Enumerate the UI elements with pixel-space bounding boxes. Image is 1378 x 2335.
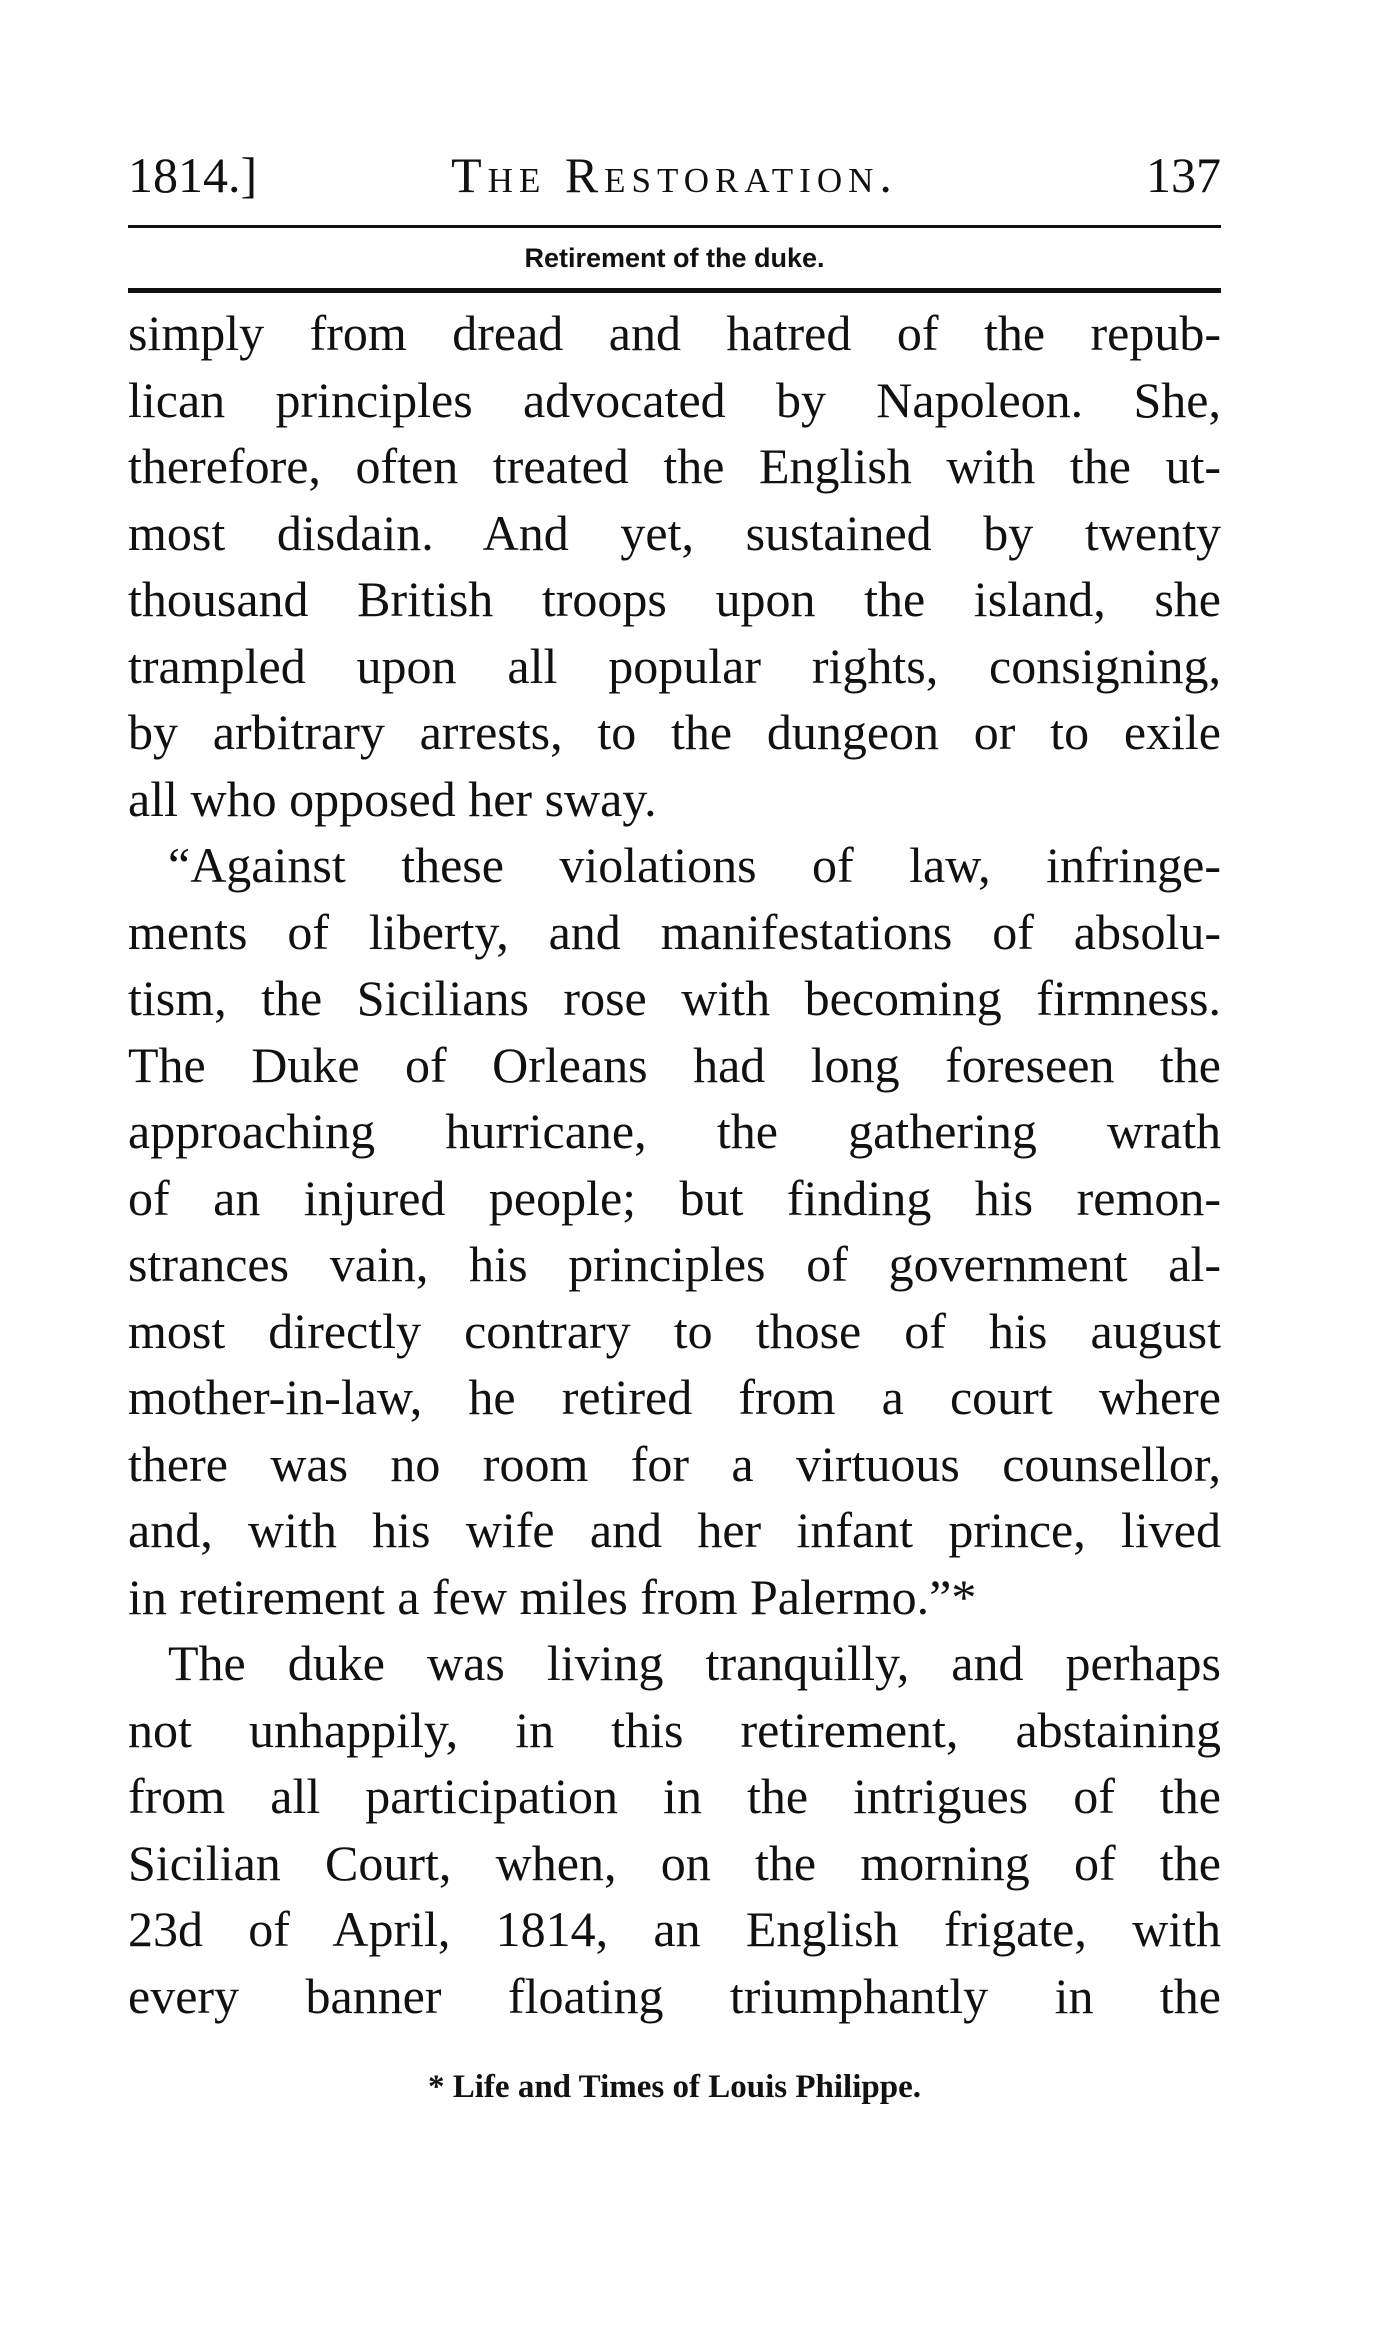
footnote: * Life and Times of Louis Philippe. <box>428 2069 921 2105</box>
section-subheading: Retirement of the duke. <box>524 243 825 273</box>
running-head-title: The Restoration. <box>451 147 898 203</box>
text-line: approaching hurricane, the gathering wrath <box>128 1103 1221 1159</box>
text-line: every banner floating triumphantly in the <box>128 1967 1221 2024</box>
text-line: trampled upon all popular rights, consigning, <box>128 637 1221 694</box>
text-line: Sicilian Court, when, on the morning of the <box>128 1834 1221 1891</box>
text-line: tism, the Sicilians rose with becoming firmness. <box>128 970 1221 1026</box>
text-line: most directly contrary to those of his august <box>128 1302 1221 1359</box>
body-text <box>128 300 1221 2029</box>
text-line: ments of liberty, and manifestations of absolu- <box>128 903 1221 960</box>
text-line: of an injured people; but finding his remon- <box>128 1169 1221 1226</box>
text-line: thousand British troops upon the island, she <box>128 571 1221 627</box>
header-rule-bottom <box>128 288 1221 293</box>
text-line: “Against these violations of law, infringe- <box>168 837 1221 893</box>
text-line: mother-in-law, he retired from a court where <box>128 1369 1221 1425</box>
text-line: by arbitrary arrests, to the dungeon or to exile <box>128 704 1221 760</box>
running-head <box>128 140 1221 210</box>
text-line: simply from dread and hatred of the repub- <box>128 305 1221 361</box>
text-line: strances vain, his principles of government al- <box>128 1236 1221 1292</box>
text-line: 23d of April, 1814, an English frigate, with <box>128 1901 1221 1957</box>
text-line: The duke was living tranquilly, and perhaps <box>168 1635 1221 1691</box>
text-line: not unhappily, in this retirement, abstaining <box>128 1701 1221 1758</box>
text-line: and, with his wife and her infant prince, lived <box>128 1502 1221 1558</box>
text-line: from all participation in the intrigues of the <box>128 1768 1221 1824</box>
text-line: all who opposed her sway. <box>128 770 657 827</box>
text-line: lican principles advocated by Napoleon. She, <box>128 371 1221 428</box>
page-number: 137 <box>1146 147 1221 203</box>
text-line: in retirement a few miles from Palermo.”* <box>128 1568 977 1625</box>
text-line: there was no room for a virtuous counsellor, <box>128 1435 1221 1492</box>
text-line: therefore, often treated the English with the ut- <box>128 438 1221 494</box>
text-line: most disdain. And yet, sustained by twenty <box>128 504 1221 561</box>
text-line: The Duke of Orleans had long foreseen the <box>128 1036 1221 1093</box>
header-rule-top <box>128 225 1221 228</box>
running-head-year: 1814.] <box>128 147 258 203</box>
